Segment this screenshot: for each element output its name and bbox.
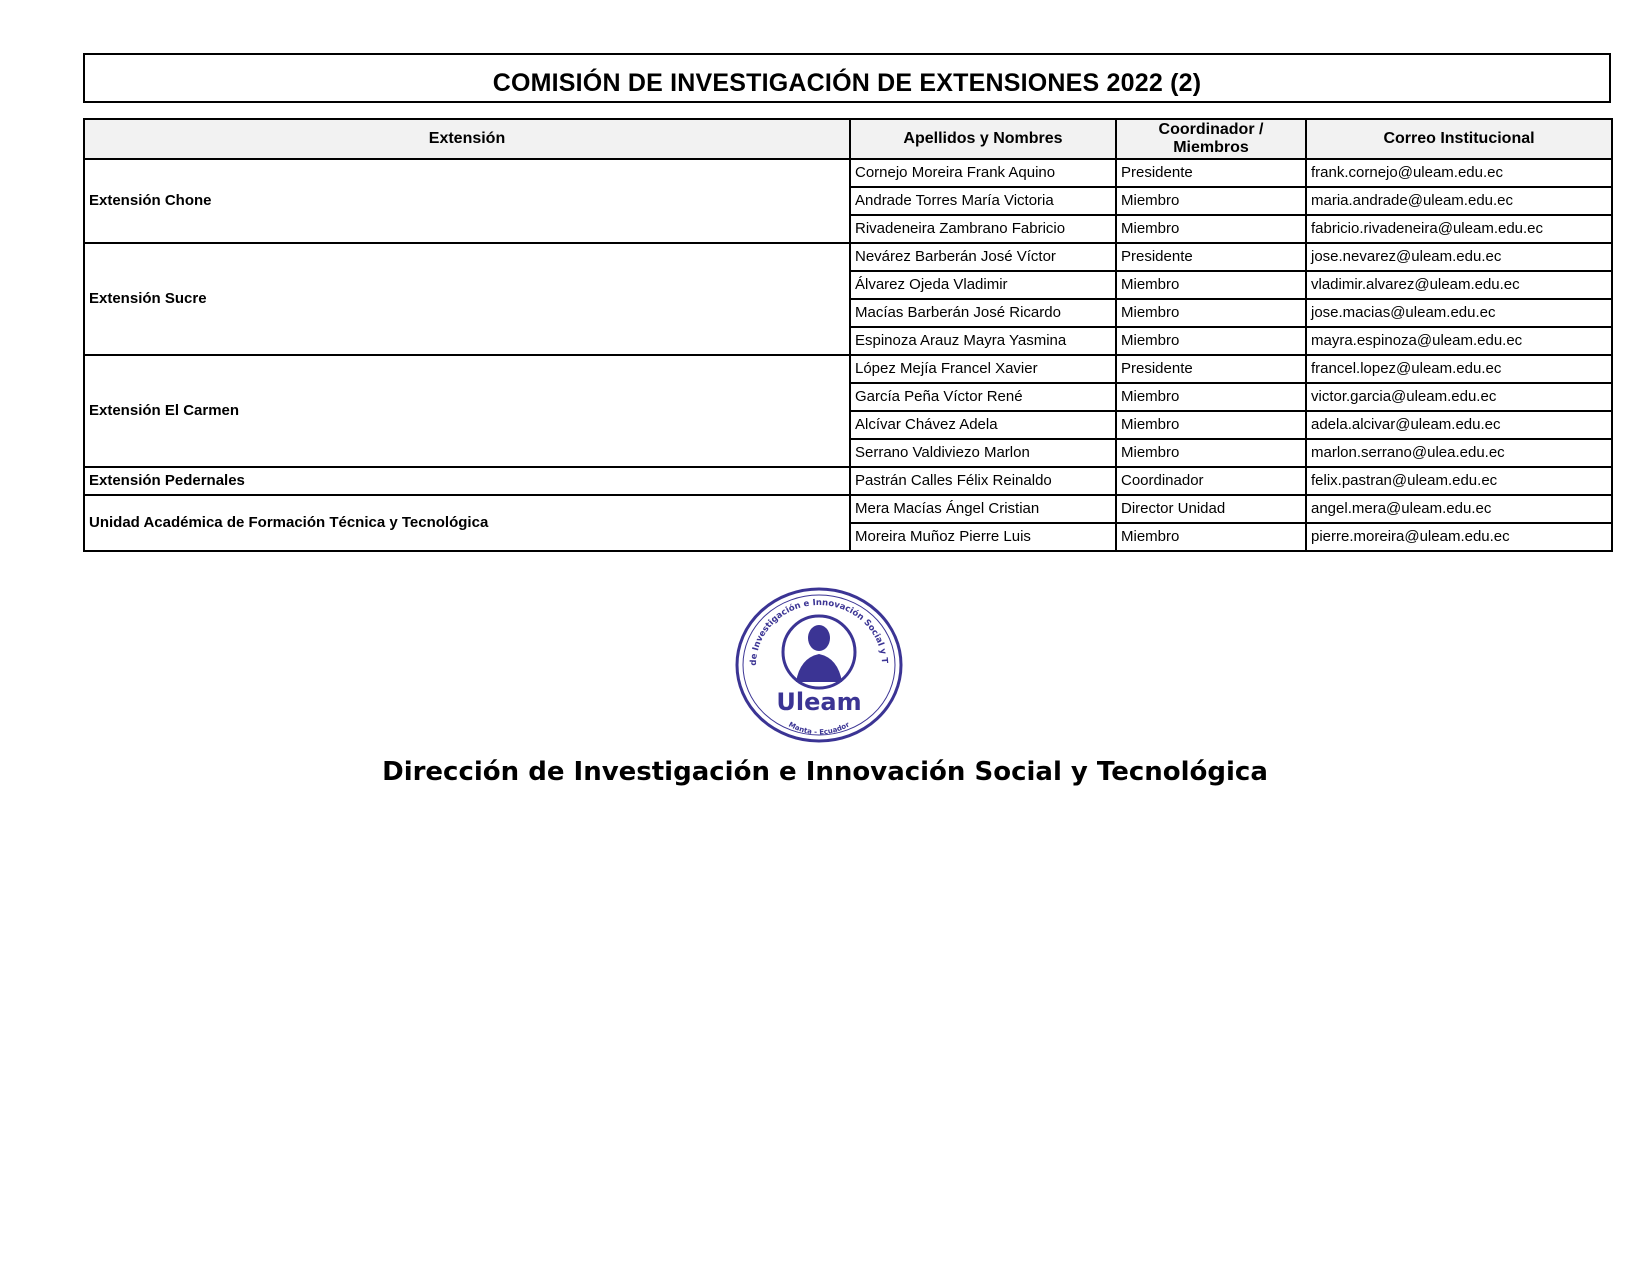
member-role: Miembro [1116, 523, 1306, 551]
member-role: Director Unidad [1116, 495, 1306, 523]
member-email: pierre.moreira@uleam.edu.ec [1306, 523, 1612, 551]
table-row [84, 467, 1612, 495]
page-title: COMISIÓN DE INVESTIGACIÓN DE EXTENSIONES 2022 (2) [492, 69, 1202, 97]
member-role: Presidente [1116, 159, 1306, 187]
header-name: Apellidos y Nombres [850, 119, 1116, 159]
member-name: Andrade Torres María Victoria [850, 187, 1116, 215]
seal-brand-text: Uleam [776, 688, 862, 716]
member-role: Miembro [1116, 215, 1306, 243]
table-row [84, 159, 1612, 187]
member-name: Serrano Valdiviezo Marlon [850, 439, 1116, 467]
member-email: adela.alcivar@uleam.edu.ec [1306, 411, 1612, 439]
table-row [84, 355, 1612, 383]
member-name: Macías Barberán José Ricardo [850, 299, 1116, 327]
extension-cell: Extensión El Carmen [84, 355, 850, 467]
member-email: maria.andrade@uleam.edu.ec [1306, 187, 1612, 215]
member-name: Rivadeneira Zambrano Fabricio [850, 215, 1116, 243]
member-email: angel.mera@uleam.edu.ec [1306, 495, 1612, 523]
member-role: Miembro [1116, 439, 1306, 467]
member-name: García Peña Víctor René [850, 383, 1116, 411]
member-name: López Mejía Francel Xavier [850, 355, 1116, 383]
svg-text:Dirección de Investigación e I [734, 586, 889, 666]
header-email: Correo Institucional [1306, 119, 1612, 159]
member-role: Miembro [1116, 187, 1306, 215]
member-email: fabricio.rivadeneira@uleam.edu.ec [1306, 215, 1612, 243]
member-role: Coordinador [1116, 467, 1306, 495]
uleam-seal-logo [734, 586, 904, 744]
seal-ring-text: de Investigación e Innovación Social y T [748, 597, 889, 666]
member-name: Mera Macías Ángel Cristian [850, 495, 1116, 523]
member-name: Pastrán Calles Félix Reinaldo [850, 467, 1116, 495]
seal-emblem-icon [734, 586, 904, 744]
member-role: Miembro [1116, 411, 1306, 439]
member-role: Miembro [1116, 271, 1306, 299]
member-role: Miembro [1116, 383, 1306, 411]
seal-location-text: Manta - Ecuador [787, 720, 851, 737]
title-box [83, 53, 1611, 103]
table-row [84, 495, 1612, 523]
member-role: Presidente [1116, 355, 1306, 383]
member-role: Presidente [1116, 243, 1306, 271]
member-role: Miembro [1116, 327, 1306, 355]
member-email: mayra.espinoza@uleam.edu.ec [1306, 327, 1612, 355]
member-email: frank.cornejo@uleam.edu.ec [1306, 159, 1612, 187]
header-role: Coordinador / Miembros [1116, 119, 1306, 159]
svg-text:Manta - Ecuador [787, 720, 851, 736]
member-name: Espinoza Arauz Mayra Yasmina [850, 327, 1116, 355]
member-email: felix.pastran@uleam.edu.ec [1306, 467, 1612, 495]
extension-cell: Extensión Pedernales [84, 467, 850, 495]
extension-cell: Extensión Chone [84, 159, 850, 243]
member-role: Miembro [1116, 299, 1306, 327]
extension-cell: Extensión Sucre [84, 243, 850, 355]
table-row [84, 243, 1612, 271]
member-name: Álvarez Ojeda Vladimir [850, 271, 1116, 299]
member-name: Moreira Muñoz Pierre Luis [850, 523, 1116, 551]
member-email: jose.nevarez@uleam.edu.ec [1306, 243, 1612, 271]
header-extension: Extensión [84, 119, 850, 159]
footer-institution-name: Dirección de Investigación e Innovación Social y Tecnológica [382, 757, 1268, 787]
member-name: Cornejo Moreira Frank Aquino [850, 159, 1116, 187]
member-email: victor.garcia@uleam.edu.ec [1306, 383, 1612, 411]
member-email: vladimir.alvarez@uleam.edu.ec [1306, 271, 1612, 299]
member-name: Nevárez Barberán José Víctor [850, 243, 1116, 271]
table-header-row [84, 119, 1612, 159]
member-email: francel.lopez@uleam.edu.ec [1306, 355, 1612, 383]
extension-cell: Unidad Académica de Formación Técnica y Tecnológica [84, 495, 850, 551]
member-name: Alcívar Chávez Adela [850, 411, 1116, 439]
member-email: jose.macias@uleam.edu.ec [1306, 299, 1612, 327]
member-email: marlon.serrano@ulea.edu.ec [1306, 439, 1612, 467]
members-table [83, 118, 1613, 552]
